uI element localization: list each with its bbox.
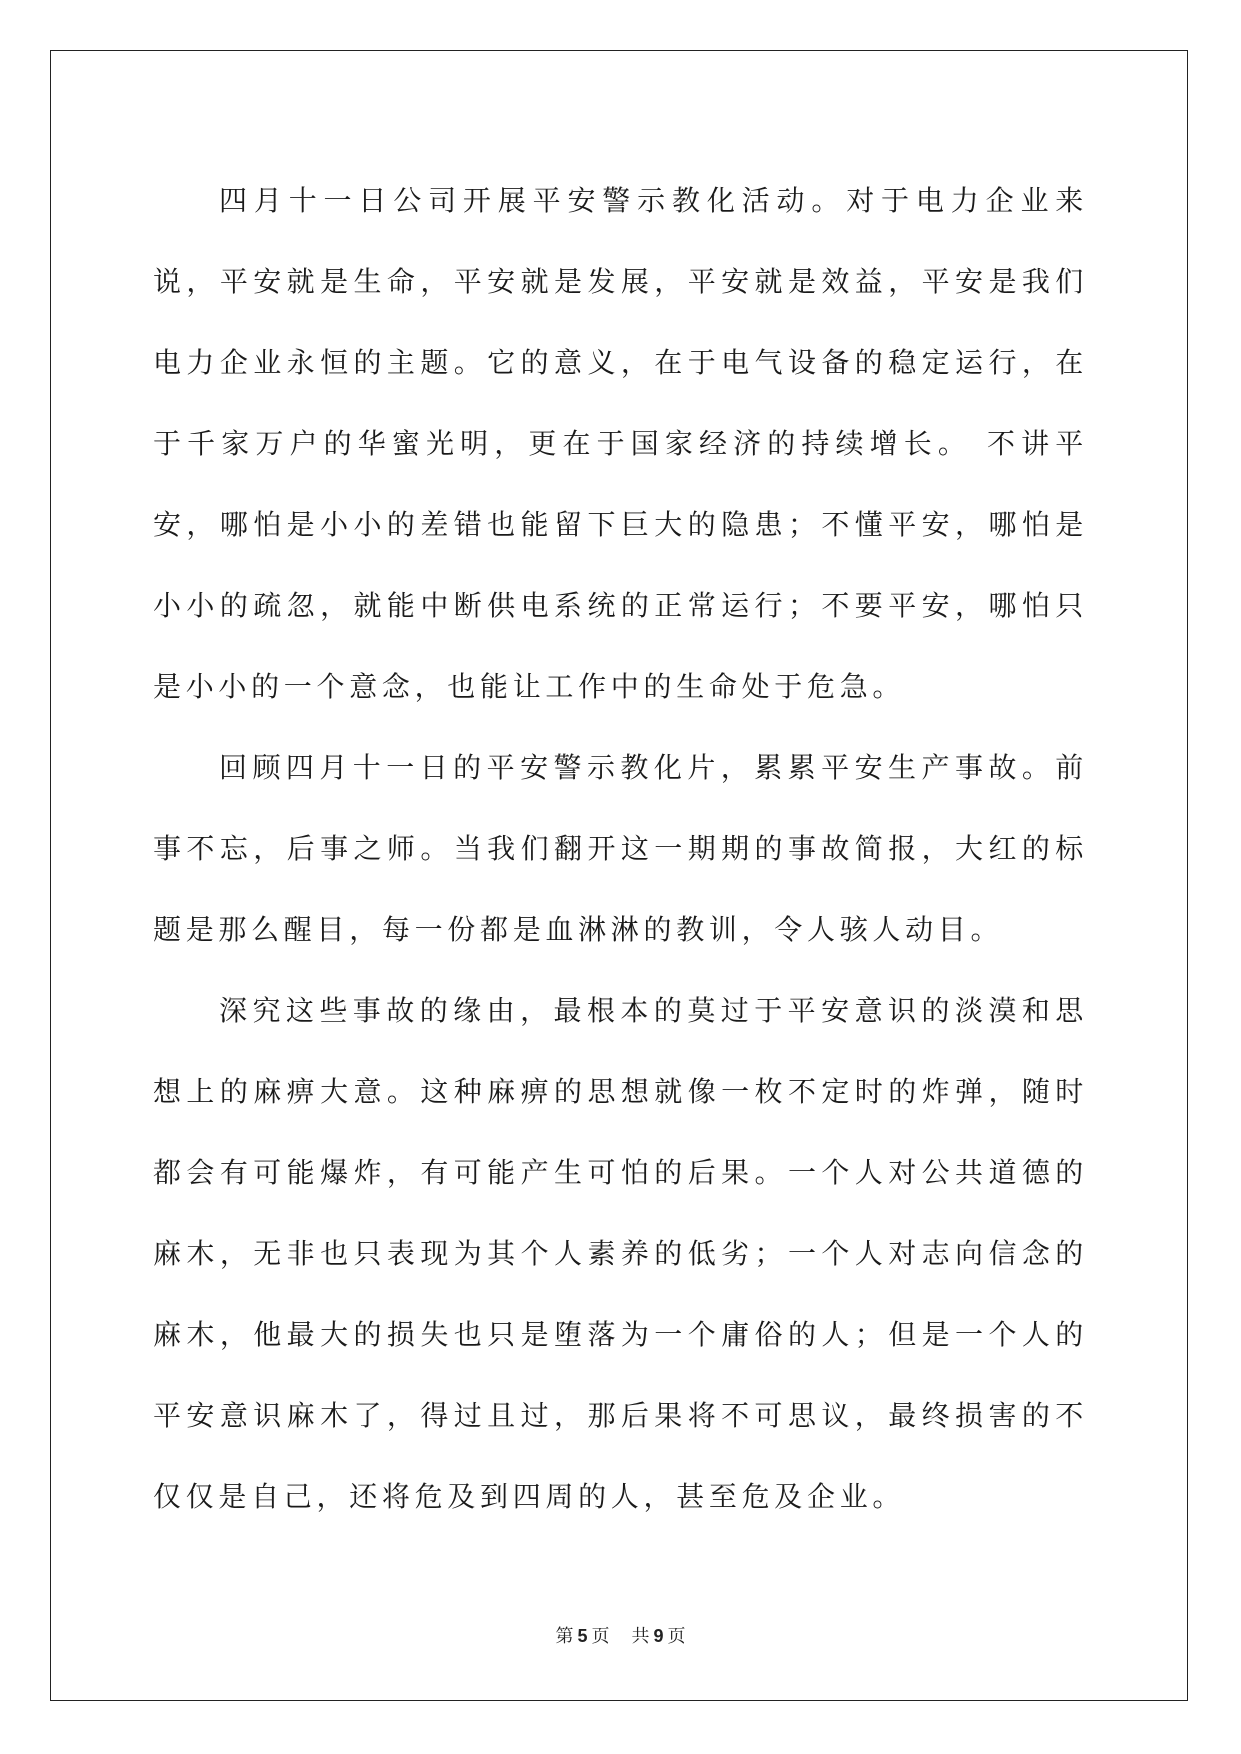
paragraph-3: 深究这些事故的缘由，最根本的莫过于平安意识的淡漠和思想上的麻痹大意。这种麻痹的思想就像一枚不定时的炸弹，随时都会有可能爆炸，有可能产生可怕的后果。一个人对公共道德的麻木，无非也只表现为其个人素养的低劣；一个人对志向信念的麻木，他最大的损失也只是堕落为一个庸俗的人；但是一个人的平安意识麻木了，得过且过，那后果将不可思议，最终损害的不仅仅是自己，还将危及到四周的人，甚至危及企业。 [153, 994, 1088, 1513]
footer-page-suffix: 页 [591, 1626, 610, 1647]
document-body [153, 160, 1088, 1537]
paragraph-1: 四月十一日公司开展平安警示教化活动。对于电力企业来说，平安就是生命，平安就是发展，平安就是效益，平安是我们电力企业永恒的主题。它的意义，在于电气设备的稳定运行，在于千家万户的华蜜光明，更在于国家经济的持续增长。 不讲平安，哪怕是小小的差错也能留下巨大的隐患；不懂平安，哪怕是小小的疏忽，就能中断供电系统的正常运行；不要平安，哪怕只是小小的一个意念，也能让工作中的生命处于危急。 [153, 184, 1088, 703]
total-pages-number: 9 [653, 1626, 664, 1646]
page-footer [0, 1622, 1241, 1648]
footer-prefix: 第 [555, 1626, 574, 1647]
current-page-number: 5 [577, 1626, 588, 1646]
footer-total-suffix: 页 [667, 1626, 686, 1647]
footer-total-prefix: 共 [631, 1626, 650, 1647]
paragraph-2: 回顾四月十一日的平安警示教化片，累累平安生产事故。前事不忘，后事之师。当我们翻开这一期期的事故简报，大红的标题是那么醒目，每一份都是血淋淋的教训，令人骇人动目。 [153, 751, 1088, 946]
